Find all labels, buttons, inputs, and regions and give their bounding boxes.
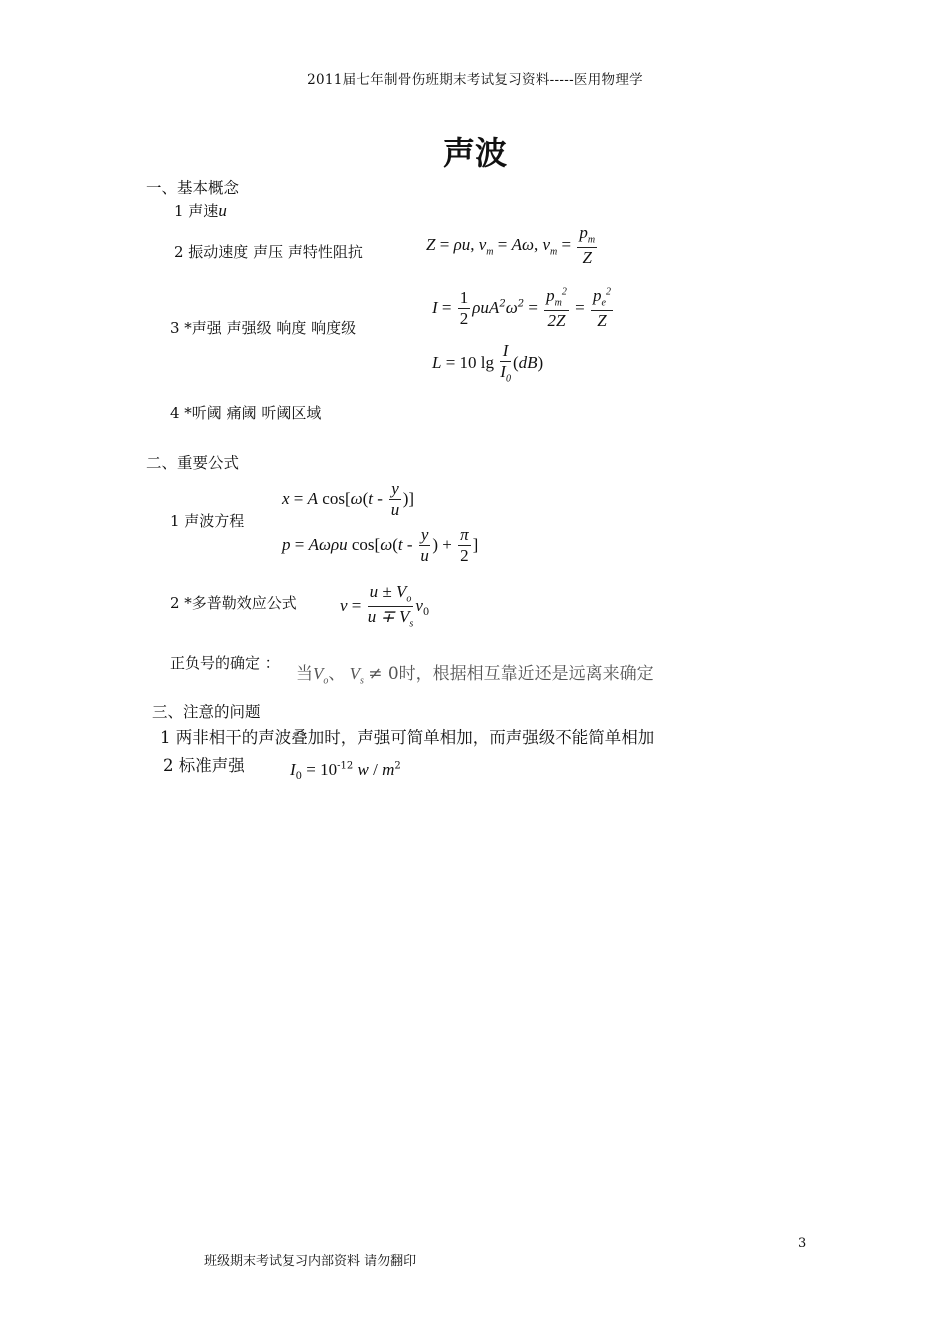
formula-intensity: I = $\frac{1}{2}$ $\rho uA^2\omega^2$ = $\frac{p_m^2}{2Z}$ = $\frac{p_e^2}{Z}$ (432, 286, 611, 330)
page-number: 3 (798, 1236, 807, 1251)
item-sound-speed-label: 1 声速 (174, 202, 219, 220)
page-title: 声波 (442, 134, 507, 172)
item-intensity-levels: 3 *声强 声强级 响度 响度级 (170, 319, 357, 337)
formula-impedance: Z = ρu, $v_m = A\omega$, $v_m$ = $\frac{p_m}{Z}$ (426, 223, 596, 267)
document-header: 2011届七年制骨伤班期末考试复习资料-----医用物理学 (307, 72, 643, 88)
formula-pressure-wave: p = Aωρu cos[ω(t - $\frac{y}{u}$ ) + $\frac{\pi}{2}$ ] (282, 525, 479, 565)
formula-doppler: ν = $\frac{u \pm V_o}{u \mp V_s}$ $\nu_0$ (340, 582, 430, 630)
section-heading-important-formulas: 二、重要公式 (146, 454, 240, 472)
item-hearing-thresholds: 4 *听阈 痛阈 听阈区域 (170, 404, 322, 422)
sign-rule-label: 正负号的确定 ： (170, 654, 280, 672)
note-standard-intensity: 2 标准声强 (163, 756, 245, 775)
item-sound-speed-var: u (218, 201, 227, 220)
formula-displacement-wave: x = A cos[ω(t - $\frac{y}{u}$ )] (282, 479, 415, 519)
item-wave-equation: 1 声波方程 (170, 512, 245, 530)
formula-reference-intensity: $I_0 = 10^{-12}$ w / $m^2$ (290, 760, 401, 783)
footer-note: 班级期末考试复习内部资料 请勿翻印 (204, 1254, 417, 1269)
section-heading-basic-concepts: 一、基本概念 (146, 179, 240, 197)
item-sound-speed (174, 200, 227, 221)
sign-rule-text: 当$V_o$、 $V_s \ne 0$时，根据相互靠近还是远离来确定 (296, 664, 654, 687)
formula-intensity-level: L = 10 lg $\frac{I}{I_0}$ (dB) (432, 341, 544, 385)
section-heading-notes: 三、注意的问题 (152, 703, 261, 721)
item-doppler: 2 *多普勒效应公式 (170, 594, 297, 612)
note-superposition: 1 两非相干的声波叠加时，声强可简单相加，而声强级不能简单相加 (160, 728, 655, 747)
item-vibration-pressure-impedance: 2 振动速度 声压 声特性阻抗 (174, 243, 363, 261)
